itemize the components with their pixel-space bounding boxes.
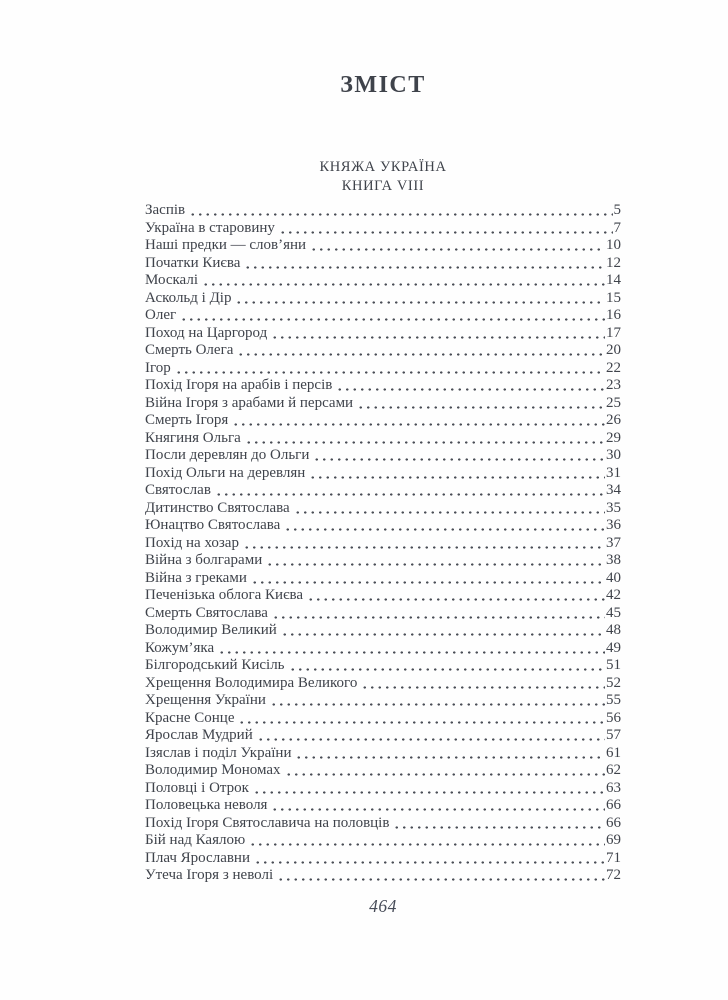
toc-entry-page: 51 xyxy=(606,657,621,673)
toc-entry-title: Україна в старовину xyxy=(145,219,275,236)
dot-leader xyxy=(237,342,605,360)
toc-entry-page: 55 xyxy=(606,692,621,708)
toc-entry xyxy=(145,465,621,483)
toc-entry xyxy=(145,692,621,710)
dot-leader xyxy=(279,220,613,238)
toc-entry-title: Заспів xyxy=(145,202,186,218)
toc-entry xyxy=(145,255,621,273)
toc-entry xyxy=(145,412,621,430)
toc-entry-title: Смерть Ігоря xyxy=(145,412,229,428)
toc-entry xyxy=(145,570,621,588)
toc-entry-title: Юнацтво Святослава xyxy=(145,517,281,533)
toc-entry xyxy=(145,587,621,605)
toc-entry-title: Княгиня Ольга xyxy=(145,429,241,446)
toc-entry-page: 16 xyxy=(606,307,621,323)
section-heading-line2: КНИГА VIII xyxy=(341,178,425,194)
dot-leader xyxy=(361,675,605,693)
dot-leader xyxy=(215,482,605,500)
toc-entry-title: Війна Ігоря з арабами й персами xyxy=(145,394,354,411)
dot-leader xyxy=(285,762,605,780)
toc-entry-page: 29 xyxy=(606,429,621,446)
toc-entry xyxy=(145,780,621,798)
toc-entry-page: 34 xyxy=(606,482,621,498)
dot-leader xyxy=(272,605,605,623)
dot-leader xyxy=(253,780,605,798)
toc-entry-page: 22 xyxy=(606,359,621,376)
dot-leader xyxy=(238,710,605,728)
toc-entry xyxy=(145,325,621,343)
toc-entry xyxy=(145,762,621,780)
toc-entry-title: Дитинство Святослава xyxy=(145,499,290,516)
toc-entry-page: 30 xyxy=(606,447,621,463)
toc-entry-title: Війна з греками xyxy=(145,569,247,586)
toc-entry-page: 40 xyxy=(606,569,621,586)
toc-entry-page: 7 xyxy=(613,219,621,236)
dot-leader xyxy=(313,447,605,465)
toc-entry xyxy=(145,342,621,360)
dot-leader xyxy=(289,657,605,675)
page-title: ЗМІСТ xyxy=(340,72,426,98)
toc-entry-title: Москалі xyxy=(145,272,198,288)
dot-leader xyxy=(251,570,605,588)
toc-entry-page: 15 xyxy=(606,289,621,306)
dot-leader xyxy=(393,815,605,833)
toc-entry-title: Похід Ольги на деревлян xyxy=(145,464,306,481)
toc-entry xyxy=(145,675,621,693)
toc-entry xyxy=(145,727,621,745)
toc-entry xyxy=(145,657,621,675)
dot-leader xyxy=(218,640,605,658)
toc-entry-page: 52 xyxy=(606,674,621,691)
toc-entry xyxy=(145,202,621,220)
toc-entry-page: 45 xyxy=(606,604,621,621)
toc-entry-title: Олег xyxy=(145,307,177,323)
toc-entry xyxy=(145,552,621,570)
page-content xyxy=(145,0,621,917)
dot-leader xyxy=(202,272,605,290)
toc-entry-page: 42 xyxy=(606,587,621,603)
dot-leader xyxy=(295,745,605,763)
toc-entry-title: Половці і Отрок xyxy=(145,779,249,796)
toc-entry xyxy=(145,447,621,465)
toc-entry-page: 66 xyxy=(606,797,621,813)
dot-leader xyxy=(271,325,605,343)
toc-entry-page: 31 xyxy=(606,464,621,481)
toc-entry-page: 12 xyxy=(606,254,621,271)
toc-entry-page: 26 xyxy=(606,412,621,428)
toc-entry xyxy=(145,640,621,658)
toc-entry-page: 63 xyxy=(606,779,621,796)
dot-leader xyxy=(175,360,605,378)
toc-entry xyxy=(145,395,621,413)
toc-entry xyxy=(145,535,621,553)
dot-leader xyxy=(307,587,605,605)
toc-entry xyxy=(145,482,621,500)
toc-entry-page: 14 xyxy=(606,272,621,288)
toc-entry-title: Наші предки — слов’яни xyxy=(145,237,307,253)
toc-entry-title: Утеча Ігоря з неволі xyxy=(145,867,274,883)
toc-entry-page: 5 xyxy=(613,202,621,218)
toc-list xyxy=(145,202,621,885)
toc-entry-title: Похід Ігоря на арабів і персів xyxy=(145,377,333,393)
toc-entry-page: 56 xyxy=(606,709,621,726)
toc-entry xyxy=(145,867,621,885)
toc-entry-title: Білгородський Кисіль xyxy=(145,657,285,673)
toc-entry xyxy=(145,360,621,378)
toc-entry-page: 61 xyxy=(606,744,621,761)
toc-entry-title: Володимир Мономах xyxy=(145,762,281,778)
toc-entry-title: Кожум’яка xyxy=(145,639,215,656)
toc-entry-page: 36 xyxy=(606,517,621,533)
toc-entry-page: 37 xyxy=(606,534,621,551)
toc-entry-page: 10 xyxy=(606,237,621,253)
toc-entry xyxy=(145,307,621,325)
toc-entry xyxy=(145,710,621,728)
dot-leader xyxy=(284,517,605,535)
toc-entry-page: 48 xyxy=(606,622,621,638)
dot-leader xyxy=(270,692,605,710)
toc-entry xyxy=(145,220,621,238)
dot-leader xyxy=(243,535,605,553)
toc-entry-title: Війна з болгарами xyxy=(145,552,263,568)
toc-entry-page: 66 xyxy=(606,814,621,831)
toc-entry-title: Хрещення Володимира Великого xyxy=(145,674,358,691)
toc-entry-title: Аскольд і Дір xyxy=(145,289,232,306)
toc-entry-page: 35 xyxy=(606,499,621,516)
toc-entry-title: Поход на Царгород xyxy=(145,324,268,341)
toc-entry xyxy=(145,605,621,623)
toc-entry-title: Похід Ігоря Святославича на половців xyxy=(145,814,390,831)
toc-entry-title: Початки Києва xyxy=(145,254,241,271)
toc-entry xyxy=(145,430,621,448)
dot-leader xyxy=(232,412,605,430)
toc-entry-page: 23 xyxy=(606,377,621,393)
dot-leader xyxy=(245,430,605,448)
toc-entry-page: 17 xyxy=(606,324,621,341)
toc-entry-title: Посли деревлян до Ольги xyxy=(145,447,310,463)
toc-entry-title: Половецька неволя xyxy=(145,797,268,813)
toc-entry-title: Смерть Святослава xyxy=(145,604,268,621)
dot-leader xyxy=(180,307,605,325)
section-heading xyxy=(145,158,621,196)
toc-entry-title: Володимир Великий xyxy=(145,622,277,638)
dot-leader xyxy=(254,850,605,868)
toc-entry-page: 49 xyxy=(606,639,621,656)
toc-entry-page: 62 xyxy=(606,762,621,778)
toc-entry-title: Хрещення України xyxy=(145,692,266,708)
dot-leader xyxy=(281,622,605,640)
dot-leader xyxy=(310,237,605,255)
toc-entry-title: Красне Сонце xyxy=(145,709,235,726)
toc-entry-title: Ігор xyxy=(145,359,171,376)
toc-entry xyxy=(145,815,621,833)
toc-entry xyxy=(145,377,621,395)
toc-entry-page: 57 xyxy=(606,727,621,743)
toc-entry-title: Печенізька облога Києва xyxy=(145,587,304,603)
toc-entry-title: Ізяслав і поділ України xyxy=(145,744,292,761)
toc-entry xyxy=(145,517,621,535)
dot-leader xyxy=(357,395,605,413)
dot-leader xyxy=(271,797,605,815)
dot-leader xyxy=(294,500,605,518)
dot-leader xyxy=(244,255,605,273)
page-number: 464 xyxy=(369,895,397,916)
toc-entry xyxy=(145,272,621,290)
dot-leader xyxy=(189,202,612,220)
dot-leader xyxy=(257,727,605,745)
dot-leader xyxy=(235,290,605,308)
toc-entry-title: Ярослав Мудрий xyxy=(145,727,253,743)
toc-entry xyxy=(145,500,621,518)
toc-entry-title: Смерть Олега xyxy=(145,342,234,358)
toc-entry xyxy=(145,237,621,255)
toc-entry-title: Святослав xyxy=(145,482,211,498)
dot-leader xyxy=(309,465,605,483)
toc-entry-page: 25 xyxy=(606,394,621,411)
toc-entry xyxy=(145,622,621,640)
dot-leader xyxy=(249,832,605,850)
toc-entry-page: 20 xyxy=(606,342,621,358)
toc-entry xyxy=(145,797,621,815)
dot-leader xyxy=(336,377,605,395)
section-heading-line1: КНЯЖА УКРАЇНА xyxy=(319,159,447,175)
toc-entry-page: 69 xyxy=(606,832,621,848)
toc-entry-page: 71 xyxy=(606,849,621,866)
dot-leader xyxy=(277,867,605,885)
toc-entry xyxy=(145,290,621,308)
toc-entry-title: Бій над Каялою xyxy=(145,832,246,848)
toc-entry-page: 72 xyxy=(606,867,621,883)
toc-entry xyxy=(145,745,621,763)
toc-entry xyxy=(145,850,621,868)
dot-leader xyxy=(266,552,605,570)
toc-entry-page: 38 xyxy=(606,552,621,568)
toc-entry-title: Плач Ярославни xyxy=(145,849,250,866)
toc-entry-title: Похід на хозар xyxy=(145,534,239,551)
toc-entry xyxy=(145,832,621,850)
